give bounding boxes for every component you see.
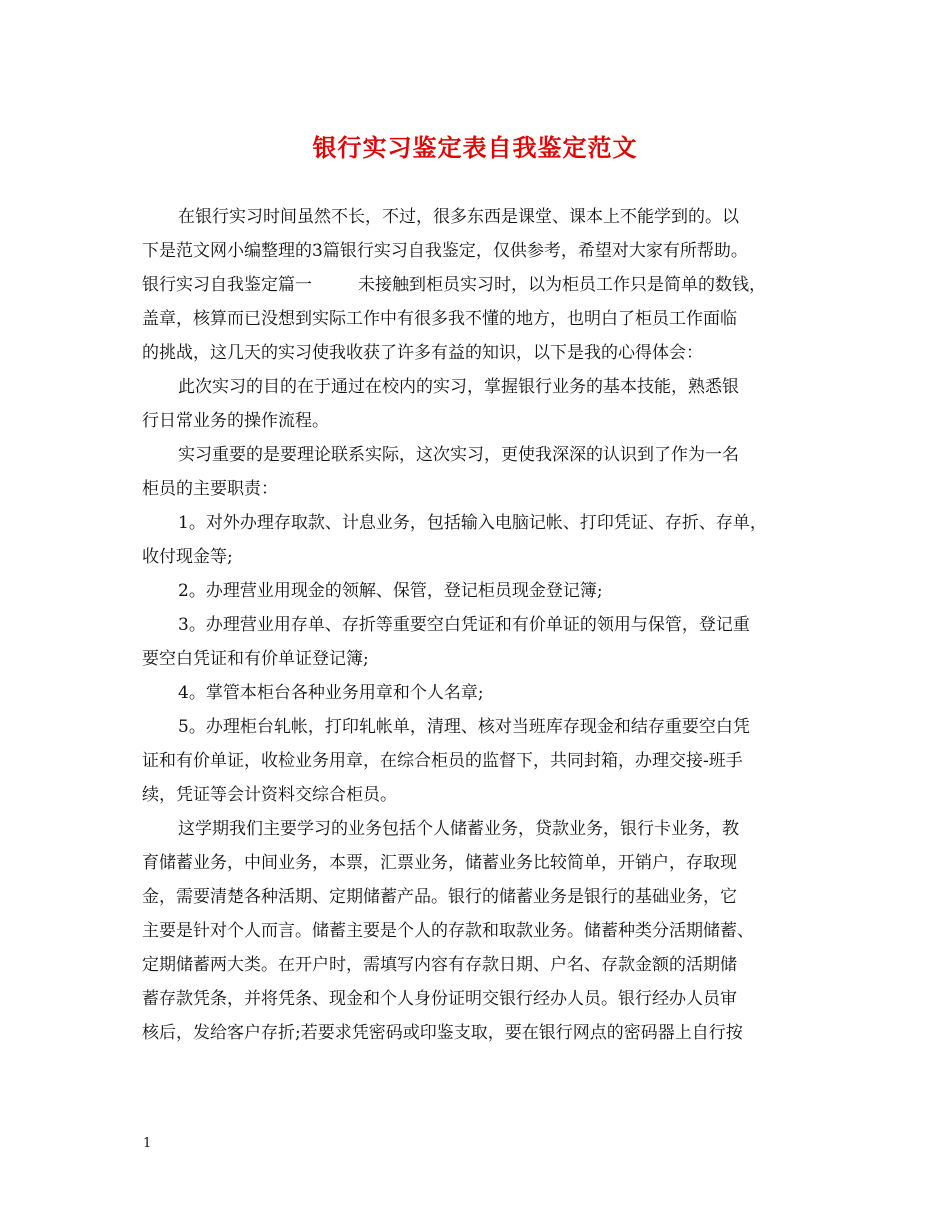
text-line: 蓄存款凭条，并将凭条、现金和个人身份证明交银行经办人员。银行经办人员审 [142,989,737,1009]
text-line: 的挑战，这几天的实习使我收获了许多有益的知识，以下是我的心得体会： [142,343,703,363]
document-title: 银行实习鉴定表自我鉴定范文 [312,133,638,162]
text-line: 下是范文网小编整理的3篇银行实习自我鉴定，仅供参考，希望对大家有所帮助。 [142,241,748,261]
document-body [142,200,822,1050]
list-item-line: 3。办理营业用存单、存折等重要空白凭证和有价单证的领用与保管，登记重 [178,615,750,635]
text-line: 金，需要清楚各种活期、定期储蓄产品。银行的储蓄业务是银行的基础业务，它 [142,887,737,907]
list-item-line: 2。办理营业用现金的领解、保管，登记柜员现金登记簿; [178,581,603,601]
text-line: 续，凭证等会计资料交综合柜员。 [142,785,397,805]
text-line: 收付现金等; [142,547,233,567]
list-item-line: 1。对外办理存取款、计息业务，包括输入电脑记帐、打印凭证、存折、存单， [178,513,767,533]
text-line: 柜员的主要职责： [142,479,278,499]
text-line: 此次实习的目的在于通过在校内的实习，掌握银行业务的基本技能，熟悉银 [178,377,739,397]
text-line: 定期储蓄两大类。在开户时，需填写内容有存款日期、户名、存款金额的活期储 [142,955,737,975]
list-item-line: 4。掌管本柜台各种业务用章和个人名章; [178,683,484,703]
text-line: 在银行实习时间虽然不长，不过，很多东西是课堂、课本上不能学到的。以 [178,207,739,227]
section-heading: 银行实习自我鉴定篇一 [142,275,312,295]
text-line: 行日常业务的操作流程。 [142,411,329,431]
text-line: 实习重要的是要理论联系实际，这次实习，更使我深深的认识到了作为一名 [178,445,739,465]
page-number: 1 [143,1136,152,1151]
text-line-composite [142,268,822,302]
text-line: 证和有价单证，收检业务用章，在综合柜员的监督下，共同封箱，办理交接-班手 [142,751,743,771]
text-line: 主要是针对个人而言。储蓄主要是个人的存款和取款业务。储蓄种类分活期储蓄、 [142,921,754,941]
text-line: 要空白凭证和有价单证登记簿; [142,649,369,669]
text-line: 育储蓄业务，中间业务，本票，汇票业务，储蓄业务比较简单，开销户，存取现 [142,853,737,873]
text-line: 盖章，核算而已没想到实际工作中有很多我不懂的地方，也明白了柜员工作面临 [142,309,737,329]
text-line: 核后，发给客户存折;若要求凭密码或印鉴支取，要在银行网点的密码器上自行按 [142,1023,743,1043]
text-line: 这学期我们主要学习的业务包括个人储蓄业务，贷款业务，银行卡业务，教 [178,819,739,839]
text-segment: 未接触到柜员实习时，以为柜员工作只是简单的数钱， [358,275,766,295]
list-item-line: 5。办理柜台轧帐，打印轧帐单，清理、核对当班库存现金和结存重要空白凭 [178,717,750,737]
